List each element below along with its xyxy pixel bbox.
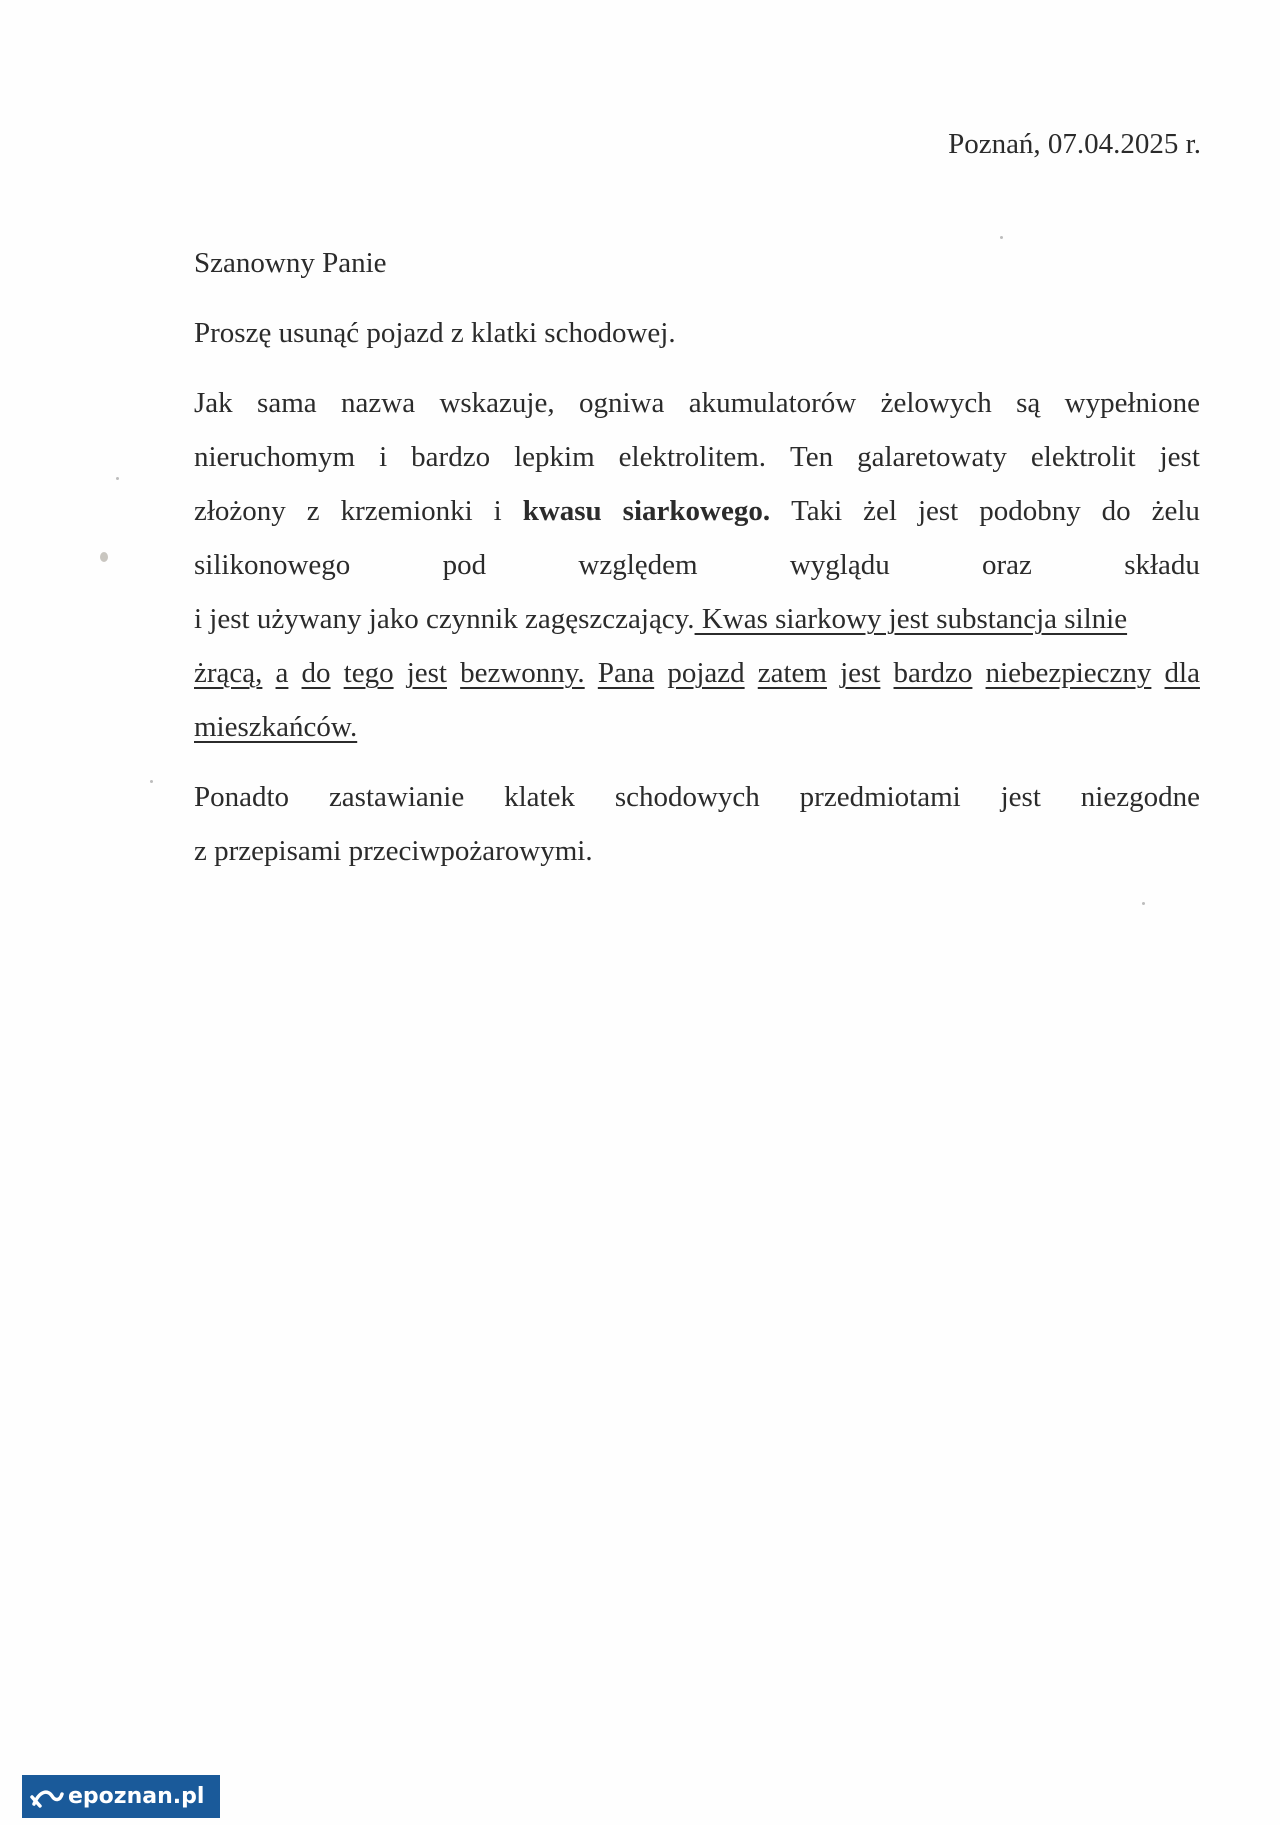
scan-speck	[116, 477, 119, 480]
request-line: Proszę usunąć pojazd z klatki schodowej.	[194, 317, 676, 349]
paragraph1-line7: mieszkańców.	[194, 711, 358, 743]
paragraph2-line2: z przepisami przeciwpożarowymi.	[194, 835, 593, 867]
scan-speck	[1000, 236, 1003, 239]
epoznan-logo	[22, 1775, 220, 1818]
paragraph1-line6: żrącą, a do tego jest bezwonny. Pana pojazd zatem jest bardzo niebezpieczny dla	[194, 657, 1200, 689]
scan-speck	[100, 552, 108, 562]
bold-term: siarkowego.	[622, 495, 771, 527]
paragraph1-line4: silikonowego pod względem wyglądu oraz składu	[194, 549, 1200, 581]
paragraph1-line5: i jest używany jako czynnik zagęszczający. Kwas siarkowy jest substancja silnie	[194, 603, 1128, 635]
paragraph1-line1: Jak sama nazwa wskazuje, ogniwa akumulatorów żelowych są wypełnione	[194, 387, 1200, 419]
epoznan-mark-icon	[30, 1784, 64, 1810]
scan-speck	[1142, 902, 1145, 905]
scan-speck	[150, 780, 153, 783]
letter-body	[194, 236, 1200, 878]
salutation: Szanowny Panie	[194, 247, 387, 279]
paragraph1-line3: złożony z krzemionki i kwasu siarkowego. Taki żel jest podobny do żelu	[194, 484, 1200, 538]
paragraph1-line2: nieruchomym i bardzo lepkim elektrolitem. Ten galaretowaty elektrolit jest	[194, 441, 1200, 473]
bold-term: kwasu	[522, 495, 602, 527]
underlined-warning: Kwas siarkowy jest substancja silnie	[694, 603, 1128, 635]
logo-text: epoznan.pl	[68, 1784, 205, 1809]
letter-date: Poznań, 07.04.2025 r.	[948, 128, 1201, 160]
paragraph2-line1: Ponadto zastawianie klatek schodowych przedmiotami jest niezgodne	[194, 781, 1200, 813]
